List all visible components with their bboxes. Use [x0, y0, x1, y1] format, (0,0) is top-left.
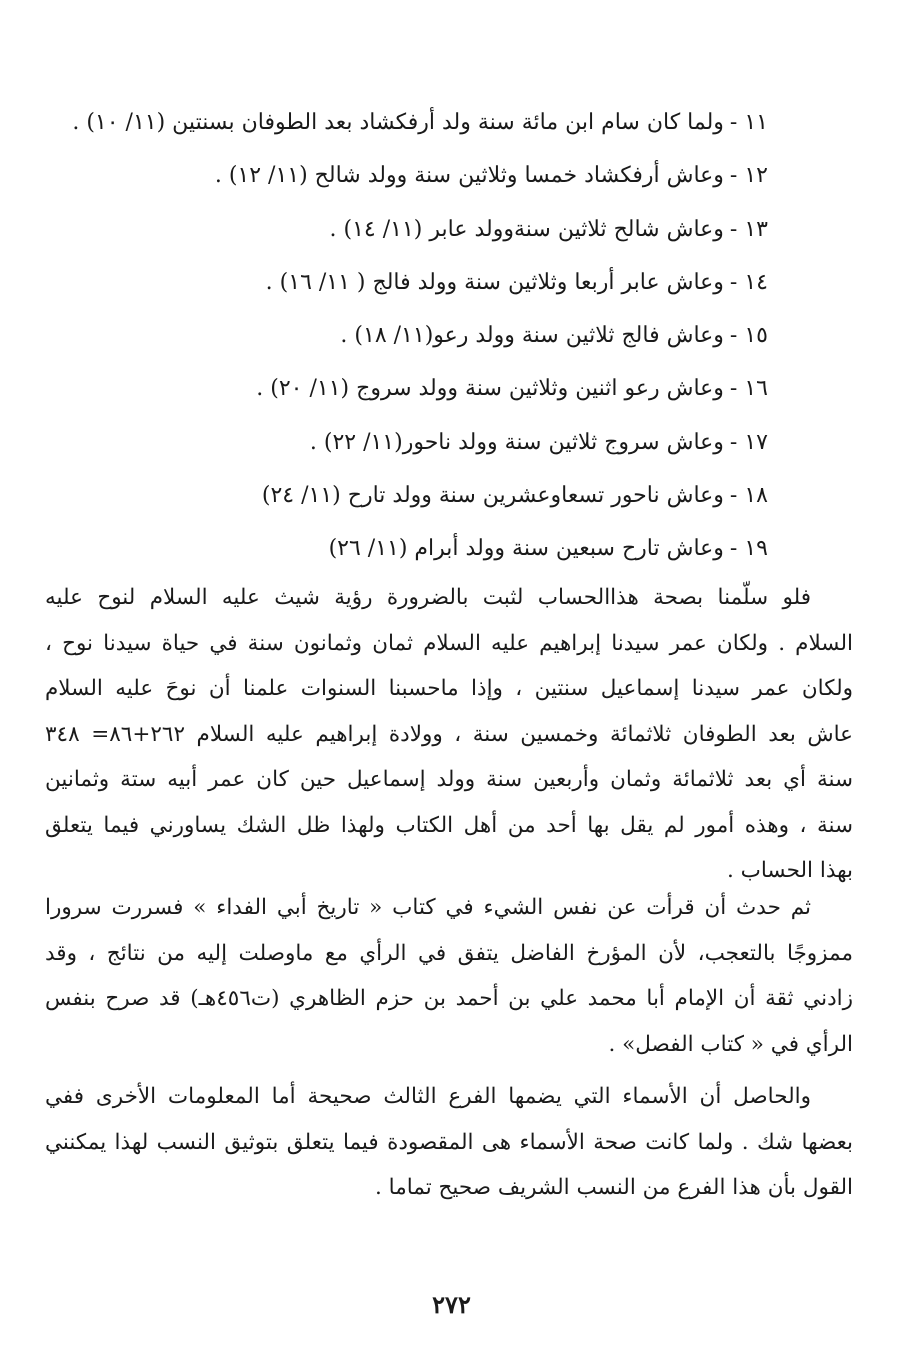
paragraph-line: فلو سلّمنا بصحة هذاالحساب لثبت بالضرورة رؤية شيث عليه السلام لنوح عليه	[45, 585, 811, 610]
list-item-text: وعاش عابر أربعا وثلاثين سنة وولد فالج ( ١١/ ١٦) .	[265, 269, 724, 295]
paragraph-line: سنة أي بعد ثلاثمائة وثمان وأربعين سنة وولد إسماعيل حين كان عمر أبيه ستة وثمانين	[45, 767, 853, 792]
list-item-text: وعاش أرفكشاد خمسا وثلاثين سنة وولد شالح (١١/ ١٢) .	[214, 163, 724, 189]
list-item-number: ١٤ -	[729, 269, 768, 295]
paragraph-conclusion	[45, 1074, 853, 1211]
paragraph-line: القول بأن هذا الفرع من النسب الشريف صحيح تماما .	[374, 1175, 853, 1200]
paragraph-line: بعضها شك . ولما كانت صحة الأسماء هى المقصودة فيما يتعلق بتوثيق النسب لهذا يمكنني	[45, 1129, 853, 1155]
list-item	[68, 469, 768, 522]
paragraph-line: والحاصل أن الأسماء التي يضمها الفرع الثالث صحيحة أما المعلومات الأخرى ففي	[45, 1084, 811, 1109]
paragraph-line: سنة ، وهذه أمور لم يقل بها أحد من أهل الكتاب ولهذا ظل الشك يساورني فيما يتعلق	[45, 812, 853, 838]
list-item	[68, 256, 768, 309]
list-item-number: ١٢ -	[729, 163, 768, 189]
list-item-text: وعاش رعو اثنين وثلاثين سنة وولد سروج (١١/ ٢٠) .	[256, 376, 724, 402]
list-item-number: ١٣ -	[729, 216, 768, 242]
paragraph-calculation	[45, 575, 853, 894]
page-number: ٢٧٢	[432, 1290, 471, 1319]
list-item-number: ١١ -	[729, 110, 768, 135]
list-item-text: وعاش فالج ثلاثين سنة وولد رعو(١١/ ١٨) .	[340, 323, 724, 349]
paragraph-line: زادني ثقة أن الإمام أبا محمد علي بن أحمد بن حزم الظاهري (ت٤٥٦هـ) قد صرح بنفس	[45, 986, 853, 1011]
list-item	[68, 522, 768, 575]
paragraph-line: ولكان عمر سيدنا إسماعيل سنتين ، وإذا ماحسبنا السنوات علمنا أن نوحَ عليه السلام	[45, 676, 853, 701]
list-item-text: وعاش ناحور تسعاوعشرين سنة وولد تارح (١١/ ٢٤)	[261, 483, 724, 509]
list-item-number: ١٦ -	[729, 376, 768, 402]
list-item	[68, 149, 768, 202]
numbered-list	[68, 96, 768, 576]
list-item-number: ١٩ -	[729, 536, 768, 562]
list-item	[68, 362, 768, 415]
paragraph-line: ثم حدث أن قرأت عن نفس الشيء في كتاب « تاريخ أبي الفداء » فسررت سرورا	[45, 895, 811, 920]
paragraph-line: ممزوجًا بالتعجب، لأن المؤرخ الفاضل يتفق في الرأي مع ماوصلت إليه من نتائج ، وقد	[45, 940, 853, 966]
paragraph-line: الرأي في « كتاب الفصل» .	[608, 1031, 853, 1057]
list-item	[68, 309, 768, 362]
paragraph-line: عاش بعد الطوفان ثلاثمائة وخمسين سنة ، وولادة إبراهيم عليه السلام ٢٦٢+٨٦= ٣٤٨	[45, 721, 853, 747]
list-item-number: ١٥ -	[729, 323, 768, 349]
list-item-text: ولما كان سام ابن مائة سنة ولد أرفكشاد بعد الطوفان بسنتين (١١/ ١٠) .	[72, 110, 724, 135]
list-item	[68, 203, 768, 256]
paragraph-line: السلام . ولكان عمر سيدنا إبراهيم عليه السلام ثمان وثمانون سنة في حياة سيدنا نوح ،	[45, 630, 853, 656]
list-item	[68, 96, 768, 149]
list-item	[68, 416, 768, 469]
list-item-number: ١٧ -	[729, 429, 768, 455]
list-item-text: وعاش شالح ثلاثين سنةوولد عابر (١١/ ١٤) .	[329, 216, 724, 242]
paragraph-abulfida	[45, 885, 853, 1067]
list-item-text: وعاش تارح سبعين سنة وولد أبرام (١١/ ٢٦)	[328, 536, 724, 562]
paragraph-line: بهذا الحساب .	[726, 858, 853, 883]
list-item-number: ١٨ -	[729, 483, 768, 509]
list-item-text: وعاش سروج ثلاثين سنة وولد ناحور(١١/ ٢٢) .	[309, 429, 724, 455]
